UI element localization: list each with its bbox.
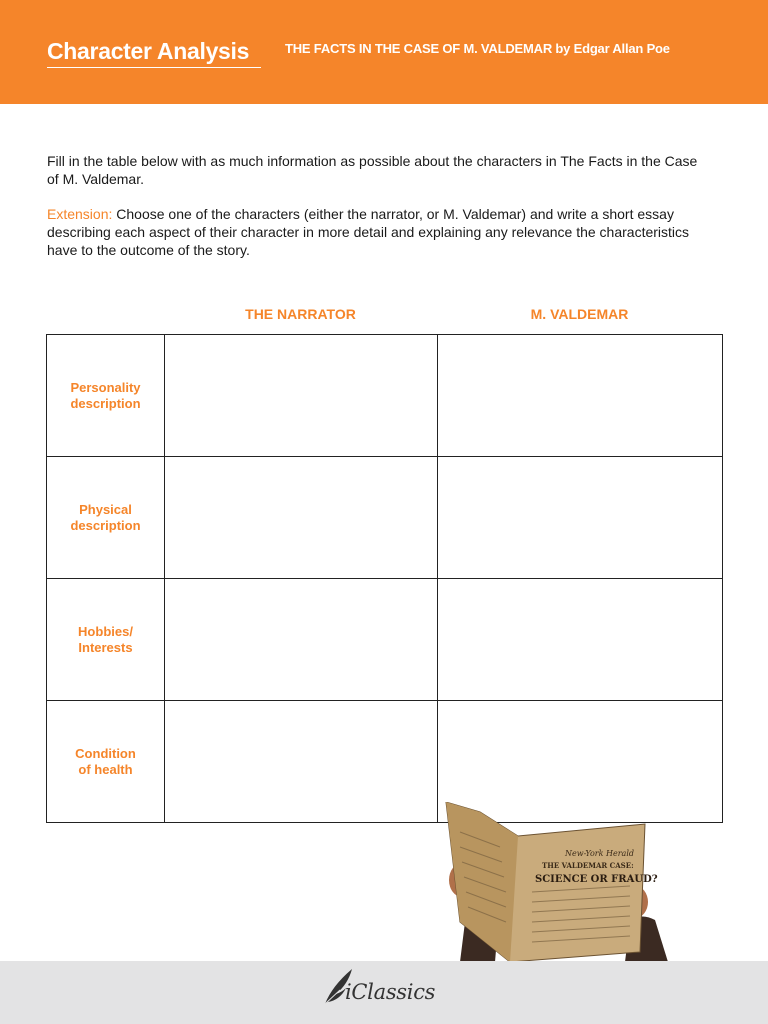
row-label-line: Hobbies/ — [78, 623, 133, 639]
column-header-valdemar: M. VALDEMAR — [530, 306, 629, 322]
paper-masthead: New-York Herald — [565, 849, 635, 858]
valdemar-hobbies-cell[interactable] — [438, 579, 723, 701]
newspaper-illustration — [440, 802, 670, 962]
valdemar-physical-cell[interactable] — [438, 457, 723, 579]
extension-text: Choose one of the characters (either the narrator, or M. Valdemar) and write a short essay describing each aspect of their character in more detail and explaining any relevance the characteristics have to the outcome of the story. — [47, 206, 690, 258]
row-label-health — [47, 701, 165, 823]
narrator-hobbies-cell[interactable] — [165, 579, 438, 701]
row-label-line: Condition — [75, 745, 136, 761]
table-row — [47, 335, 723, 457]
paper-headline-1: THE VALDEMAR CASE: — [542, 861, 634, 870]
row-label-line: of health — [78, 761, 133, 777]
iclassics-logo-text: iClassics — [345, 980, 436, 1004]
column-header-narrator: THE NARRATOR — [245, 306, 356, 322]
row-label-hobbies — [47, 579, 165, 701]
extension-paragraph — [47, 205, 707, 259]
page-title: Character Analysis — [47, 38, 250, 64]
table-row — [47, 457, 723, 579]
row-label-line: Physical — [79, 501, 132, 517]
row-label-line: Personality — [70, 379, 141, 395]
extension-label: Extension: — [47, 206, 113, 222]
valdemar-personality-cell[interactable] — [438, 335, 723, 457]
instructions — [47, 152, 707, 276]
table-row — [47, 579, 723, 701]
title-underline — [47, 67, 261, 68]
paper-headline-2: SCIENCE OR FRAUD? — [535, 874, 658, 885]
book-subtitle: THE FACTS IN THE CASE OF M. VALDEMAR by Edgar Allan Poe — [285, 41, 670, 56]
character-table — [46, 334, 723, 823]
narrator-physical-cell[interactable] — [165, 457, 438, 579]
intro-text: Fill in the table below with as much information as possible about the characters in The Facts in the Case of M. Valdemar. — [47, 153, 698, 187]
row-label-line: description — [70, 395, 141, 411]
page-header — [0, 0, 768, 104]
narrator-personality-cell[interactable] — [165, 335, 438, 457]
row-label-line: description — [70, 517, 141, 533]
row-label-personality — [47, 335, 165, 457]
narrator-health-cell[interactable] — [165, 701, 438, 823]
row-label-physical — [47, 457, 165, 579]
row-label-line: Interests — [78, 639, 133, 655]
